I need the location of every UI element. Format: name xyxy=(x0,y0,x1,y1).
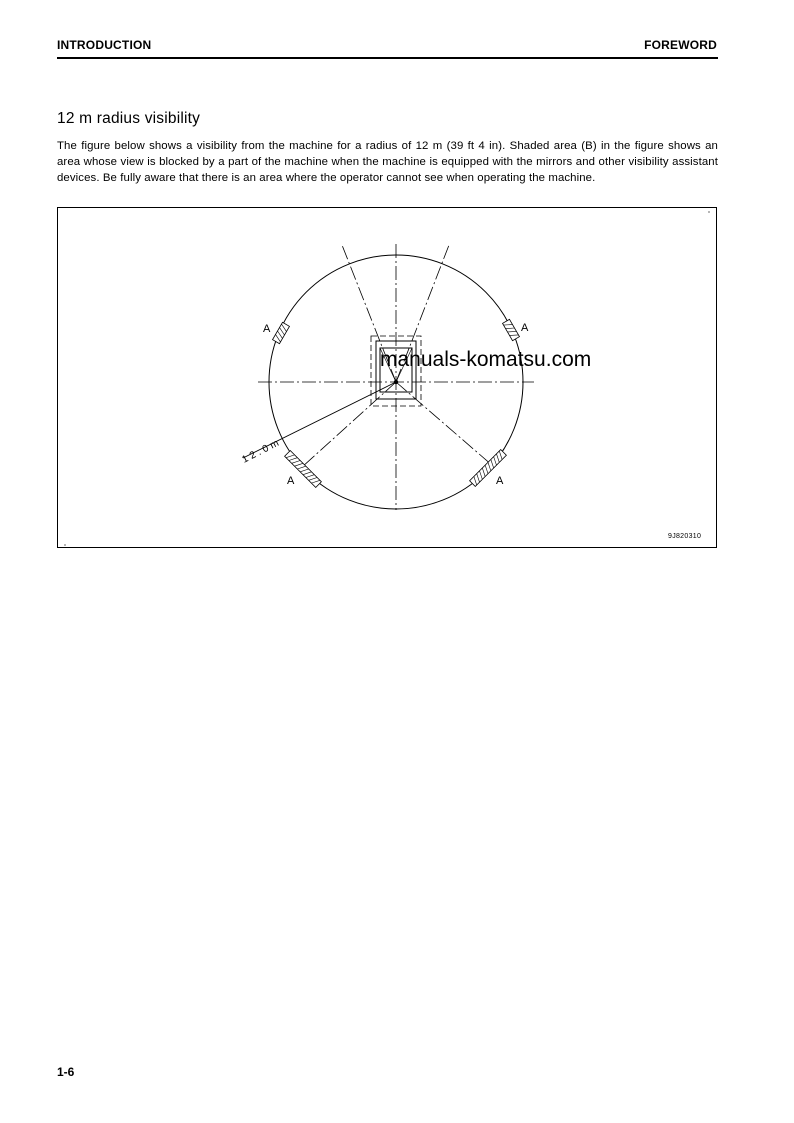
page-number: 1-6 xyxy=(57,1065,75,1079)
area-label-lower-right: A xyxy=(496,475,504,487)
blind-area-upper-right xyxy=(503,319,520,340)
header-section-label: INTRODUCTION xyxy=(57,38,152,52)
area-label-upper-left: A xyxy=(263,323,271,335)
area-label-lower-left: A xyxy=(287,475,295,487)
visibility-figure xyxy=(57,207,717,548)
corner-dot-bottom-left xyxy=(64,544,65,545)
rear-left-sightline xyxy=(301,382,396,468)
header-rule xyxy=(57,57,718,59)
section-body-text: The figure below shows a visibility from the machine for a radius of 12 m (39 ft 4 in). Shaded area (B) in the figure shows an area whose view is blocked by a part of the machine when the machine is equipped with the mirrors and other visibility assistant devices. Be fully aware that there is an area where the operator cannot see when operating the machine. xyxy=(57,140,718,184)
visibility-diagram xyxy=(58,208,718,549)
area-label-upper-right: A xyxy=(521,322,529,334)
section-title: 12 m radius visibility xyxy=(57,110,201,127)
rear-right-sightline xyxy=(396,382,493,466)
watermark-text: manuals-komatsu.com xyxy=(380,348,592,371)
figure-code: 9J820310 xyxy=(668,533,702,540)
blind-area-upper-left xyxy=(273,322,290,343)
radius-label: 12.0m xyxy=(240,436,284,466)
header-chapter-label: FOREWORD xyxy=(644,38,717,52)
corner-dot-top-right xyxy=(708,211,709,212)
